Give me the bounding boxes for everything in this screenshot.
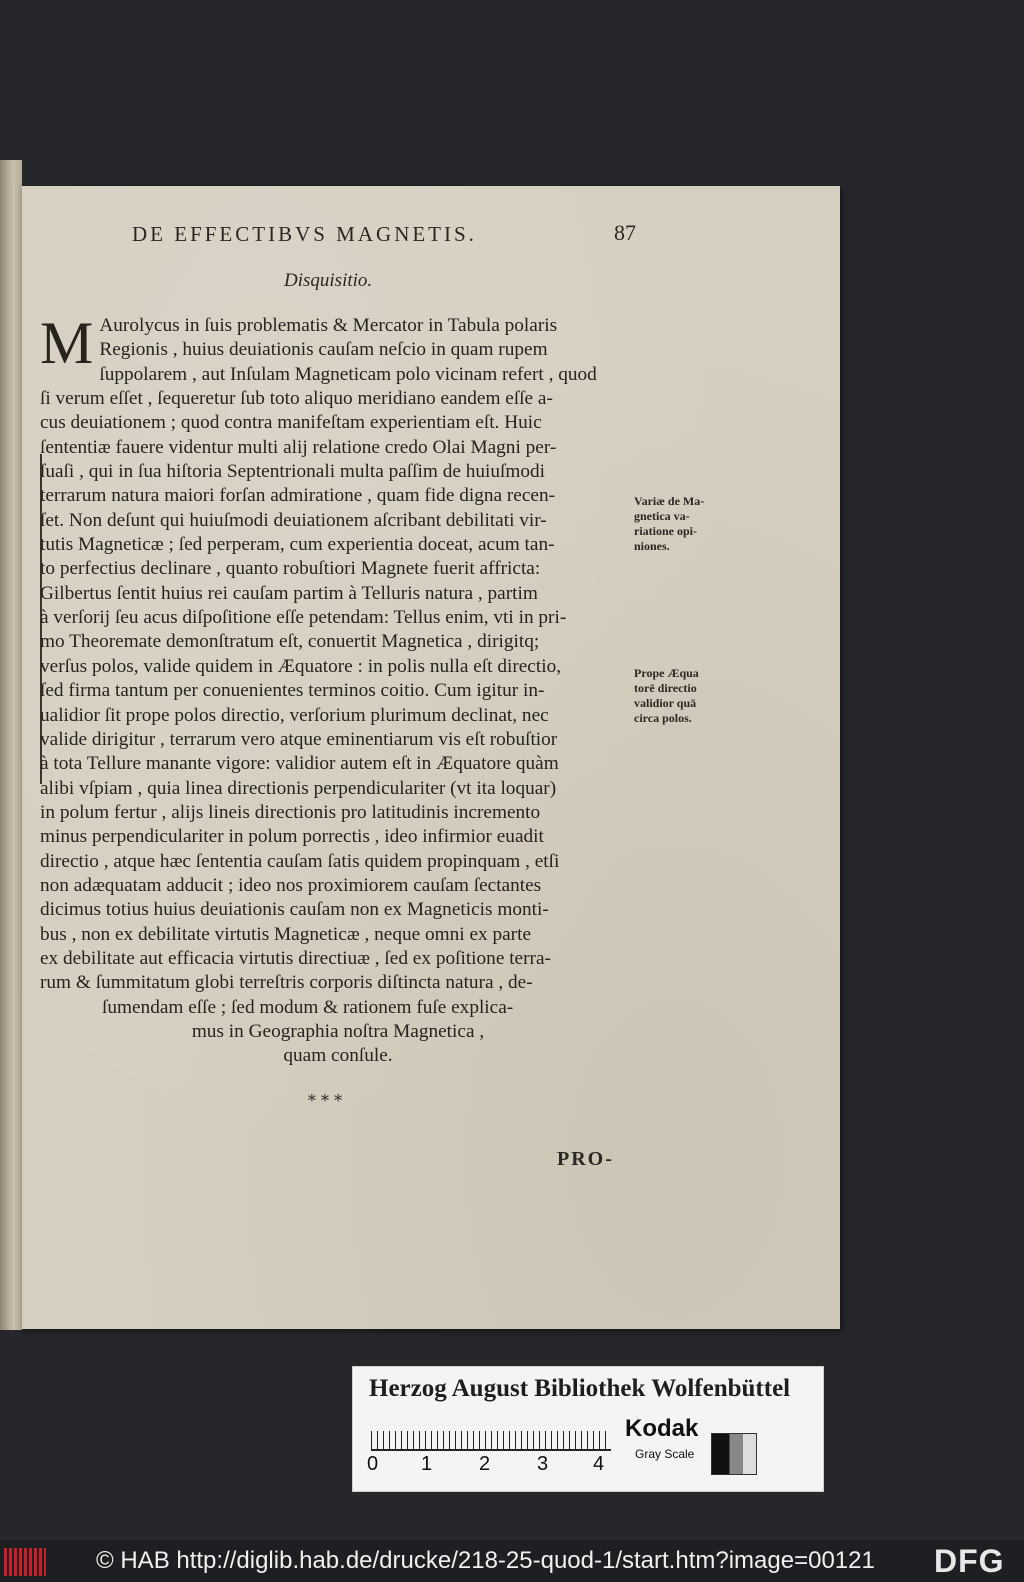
text-line: mus in Geographia noſtra Magnetica , [191, 1020, 485, 1042]
barcode-icon [4, 1548, 46, 1576]
text-line: directio , atque hæc ſententia cauſam ſatis quidem propinquam , etſi [40, 850, 560, 872]
text-line: ſet. Non deſunt qui huiuſmodi deuiationem aſcribant debilitati vir- [40, 509, 547, 531]
gray-scale-patch [711, 1433, 757, 1475]
text-line: tutis Magneticæ ; ſed perperam, cum experientia doceat, acum tan- [40, 534, 555, 556]
ruler-number: 0 [367, 1453, 379, 1475]
text-line: in polum fertur , alijs lineis directionis pro latitudinis incremento [40, 801, 541, 823]
marginal-line: Prope Æqua [634, 666, 699, 680]
gray-scale-label: Gray Scale [635, 1447, 695, 1461]
marginal-line: validior quā [634, 696, 697, 710]
text-line: ſed firma tantum per conuenientes terminos coitio. Cum igitur in- [40, 680, 545, 702]
text-line: à verſorij ſeu acus diſpoſitione eſſe petendam: Tellus enim, vti in pri- [40, 607, 567, 629]
book-page [22, 186, 840, 1329]
text-line: dicimus totius huius deuiationis cauſam non ex Magneticis monti- [40, 899, 549, 921]
text-line: alibi vſpiam , quia linea directionis perpendiculariter (vt ita loquar) [40, 777, 557, 799]
text-line: ſi verum eſſet , ſequeretur ſub toto aliquo meridiano eandem eſſe a- [40, 388, 553, 410]
text-line: non adæquatam adducit ; ideo nos proximiorem cauſam ſectantes [40, 874, 542, 896]
adjacent-page-edge [0, 160, 22, 1330]
running-head: DE EFFECTIBVS MAGNETIS. [132, 222, 477, 246]
text-line: ſententiæ fauere videntur multi alij relatione credo Olai Magni per- [40, 436, 557, 458]
ruler-number: 2 [479, 1453, 491, 1475]
page-number: 87 [614, 220, 636, 245]
kodak-logo: Kodak [625, 1415, 699, 1442]
marginal-note-variation [634, 494, 704, 554]
text-line: bus , non ex debilitate virtutis Magneticæ , neque omni ex parte [40, 923, 532, 945]
text-line: valide dirigitur , terrarum vero atque eminentiarum vis eſt robuſtior [40, 728, 558, 750]
text-line: ſumendam eſſe ; ſed modum & rationem fuſe explica- [102, 996, 514, 1018]
text-line: to perfectius declinare , quanto robuſtiori Magnete fuerit affricta: [40, 558, 541, 580]
text-line: ſuaſi , qui in ſua hiſtoria Septentrionali multa paſſim de huiuſmodi [40, 461, 545, 483]
library-name: Herzog August Bibliothek Wolfenbüttel [369, 1375, 791, 1402]
text-line: ex debilitate aut efficacia virtutis directiuæ , ſed ex poſitione terra- [40, 947, 551, 969]
text-line: terrarum natura maiori forſan admiratione , quam fide digna recen- [40, 485, 556, 507]
text-line: verſus polos, valide quidem in Æquatore : in polis nulla eſt directio, [40, 655, 562, 677]
marginal-note-equator [634, 666, 699, 726]
ruler-number: 3 [537, 1453, 549, 1475]
dfg-logo: DFG [934, 1543, 1005, 1579]
marginal-line: gnetica va- [634, 509, 690, 523]
footer-bar [0, 1540, 1024, 1582]
marginal-line: Variæ de Ma- [634, 494, 705, 508]
ruler-number: 1 [421, 1453, 433, 1475]
text-line: à tota Tellure manante vigore: validior autem eſt in Æquatore quàm [40, 753, 559, 775]
text-line: cus deuiationem ; quod contra manifeſtam experientiam eſt. Huic [40, 412, 542, 434]
asterism: * * * [307, 1091, 343, 1110]
scale-card [352, 1366, 824, 1492]
text-line: Gilbertus ſentit huius rei cauſam partim à Telluris natura , partim [40, 582, 538, 604]
body-text [40, 310, 636, 1069]
text-line: Aurolycus in ſuis problematis & Mercator in Tabula polaris [99, 315, 558, 336]
catchword: PRO- [557, 1148, 614, 1170]
text-line: ualidior ſit prope polos directio, verſorium plurimum declinat, nec [40, 704, 549, 726]
marginal-line: circa polos. [634, 711, 692, 725]
marginal-line: niones. [634, 539, 670, 553]
footer-url[interactable]: © HAB http://diglib.hab.de/drucke/218-25-quod-1/start.htm?image=00121 [96, 1547, 875, 1574]
ruler-number: 4 [593, 1453, 605, 1475]
text-line: quam conſule. [283, 1045, 393, 1067]
text-line: mo Theoremate demonſtratum eſt, conuertit Magnetica , dirigitq; [40, 631, 540, 653]
text-line: rum & ſummitatum globi terreſtris corporis diſtincta natura , de- [40, 972, 533, 994]
text-line: Regionis , huius deuiationis cauſam neſcio in quam rupem [99, 339, 548, 361]
text-line: ſuppolarem , aut Inſulam Magneticam polo vicinam refert , quod [99, 363, 597, 385]
marginal-line: riatione opi- [634, 524, 697, 538]
drop-cap: M [40, 310, 94, 376]
marginal-line: torē directio [634, 681, 697, 695]
section-subtitle: Disquisitio. [284, 270, 373, 291]
ruler [371, 1419, 611, 1451]
text-line: minus perpendiculariter in polum porrectis , ideo infirmior euadit [40, 826, 544, 848]
